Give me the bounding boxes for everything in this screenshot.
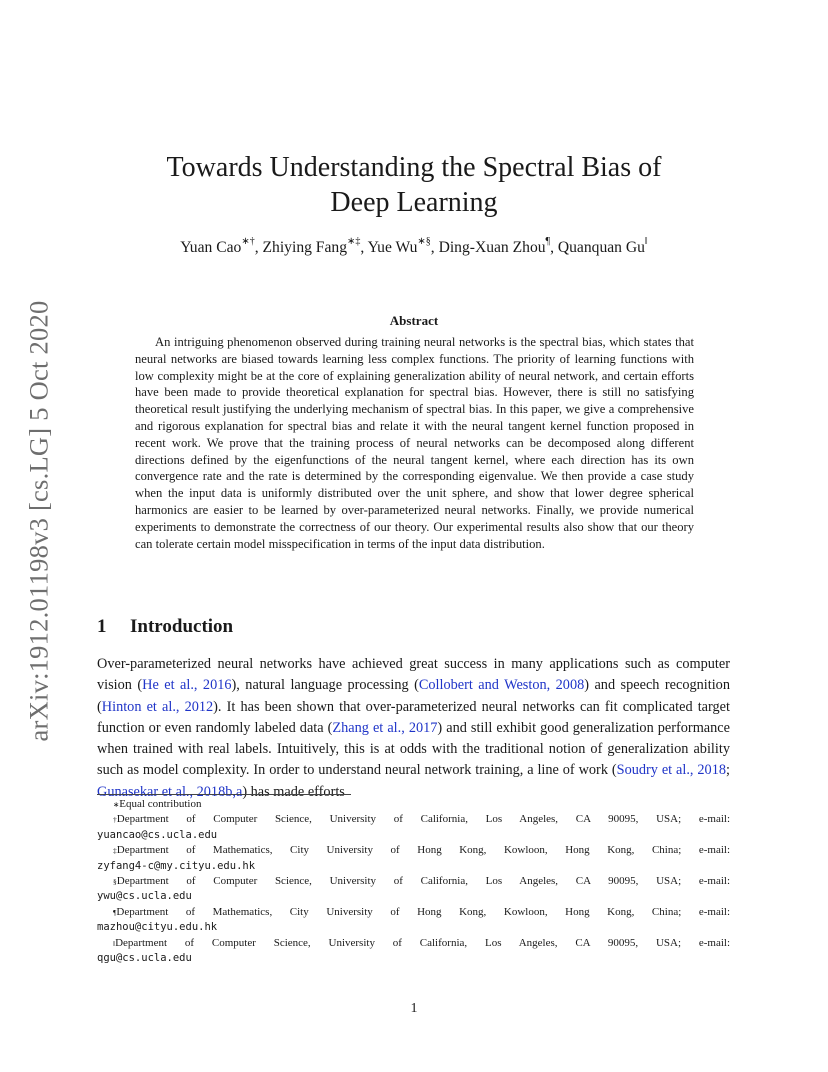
author-affiliation-mark: ∗†	[241, 236, 255, 247]
footnote-line	[97, 843, 730, 858]
author-separator: ,	[254, 239, 263, 257]
author-affiliation-mark: ‖	[644, 236, 648, 247]
footnote-mark: §	[113, 877, 117, 887]
abstract-heading: Abstract	[389, 313, 439, 328]
citation-link[interactable]: He et al., 2016	[142, 677, 232, 694]
intro-text: ) has made efforts	[242, 783, 345, 800]
footnote-text: Department of Mathematics, City University of Hong Kong, Kowloon, Hong Kong, China; e-mail:	[116, 844, 730, 857]
author-separator: ,	[430, 239, 439, 257]
footnote-line	[97, 905, 730, 920]
footnote-email[interactable]: zyfang4-c@my.cityu.edu.hk	[97, 859, 256, 872]
arxiv-identifier-text: arXiv:1912.01198v3 [cs.LG] 5 Oct 2020	[23, 300, 54, 742]
footnote-mark: †	[113, 815, 117, 825]
author-name: Quanquan Gu	[557, 239, 645, 257]
section-number: 1	[97, 616, 107, 637]
footnote-line	[97, 936, 730, 951]
author-name: Yue Wu	[367, 239, 418, 257]
footnote-text: Department of Computer Science, University of California, Los Angeles, CA 90095, USA; e-mail:	[116, 875, 730, 888]
citation-link[interactable]: Gunasekar et al., 2018b,a	[97, 783, 243, 800]
title-line-2: Deep Learning	[330, 187, 498, 218]
intro-text: ). It has been shown that over-parameterized neural networks can fit complicated target function or even randomly labeled data (	[97, 698, 730, 736]
intro-text: ) and still exhibit good generalization performance when trained with real labels. Intuitively, this is at odds with the traditional notion of generalization ability such as model complexity. In order to understand neural network training, a line of work (	[97, 719, 730, 779]
footnote-line	[97, 812, 730, 827]
author-name: Zhiying Fang	[262, 239, 347, 257]
footnote-mark: ‖	[113, 938, 116, 948]
arxiv-side-identifier	[18, 296, 60, 746]
title-line-1: Towards Understanding the Spectral Bias of	[166, 152, 662, 183]
intro-text: ;	[726, 762, 730, 779]
intro-text: ) and speech recognition (	[97, 677, 730, 715]
author-name: Ding-Xuan Zhou	[438, 239, 546, 257]
citation-link[interactable]: Zhang et al., 2017	[332, 719, 438, 736]
page-number: 1	[410, 1001, 418, 1016]
footnote-text: Department of Computer Science, University of California, Los Angeles, CA 90095, USA; e-mail:	[115, 936, 730, 949]
footnote-divider	[97, 794, 351, 795]
footnote-text: Department of Mathematics, City University of Hong Kong, Kowloon, Hong Kong, China; e-mail:	[116, 905, 730, 918]
footnote-text: Department of Computer Science, University of California, Los Angeles, CA 90095, USA; e-mail:	[116, 813, 730, 826]
footnote-email[interactable]: mazhou@cityu.edu.hk	[97, 921, 218, 934]
citation-link[interactable]: Collobert and Weston, 2008	[418, 677, 585, 694]
section-heading	[97, 616, 233, 638]
footnote-email[interactable]: yuancao@cs.ucla.edu	[97, 828, 218, 841]
citation-link[interactable]: Hinton et al., 2012	[101, 698, 214, 715]
author-affiliation-mark: ∗‡	[347, 236, 361, 247]
abstract-body: An intriguing phenomenon observed during training neural networks is the spectral bias, which states that neural networks are biased towards learning less complex functions. The priority of learning functions with low complexity might be at the core of explaining generalization ability of neural network, and certain efforts have been made to provide theoretical explanation for spectral bias. However, there is still no satisfying theoretical result justifying the underlying mechanism of spectral bias. In this paper, we give a comprehensive and rigorous explanation for spectral bias and relate it with the neural tangent kernel function proposed in recent work. We prove that the training process of neural networks can be decomposed along different directions defined by the eigenfunctions of the neural tangent kernel, where each direction has its own convergence rate and the rate is determined by the corresponding eigenvalue. We then provide a case study when the input data is uniformly distributed over the unit sphere, and show that lower degree spherical harmonics are easier to be learned by over-parameterized neural networks. Finally, we provide numerical experiments to demonstrate the correctness of our theory. Our experimental results also show that our theory can tolerate certain model misspecification in terms of the input data distribution.	[135, 335, 694, 551]
footnotes	[97, 797, 730, 966]
footnote-mark: ¶	[113, 907, 117, 917]
footnote-text: Equal contribution	[119, 798, 202, 810]
footnote-mark: ‡	[113, 846, 117, 856]
author-separator: ,	[550, 239, 558, 257]
author-list	[0, 238, 828, 257]
citation-link[interactable]: Soudry et al., 2018	[616, 762, 726, 779]
footnote-mark: ∗	[113, 800, 120, 809]
intro-text: ), natural language processing (	[231, 677, 419, 694]
paper-title	[0, 150, 828, 220]
introduction-paragraph	[97, 654, 730, 803]
author-separator: ,	[360, 239, 368, 257]
footnote-line	[97, 874, 730, 889]
footnote-line	[97, 797, 730, 812]
author-name: Yuan Cao	[180, 239, 242, 257]
footnote-email[interactable]: qgu@cs.ucla.edu	[97, 952, 192, 965]
author-affiliation-mark: ¶	[545, 236, 551, 247]
intro-text: Over-parameterized neural networks have achieved great success in many applications such as computer vision (	[97, 656, 730, 694]
section-title: Introduction	[130, 616, 234, 637]
author-affiliation-mark: ∗§	[417, 236, 431, 247]
footnote-email[interactable]: ywu@cs.ucla.edu	[97, 890, 192, 903]
